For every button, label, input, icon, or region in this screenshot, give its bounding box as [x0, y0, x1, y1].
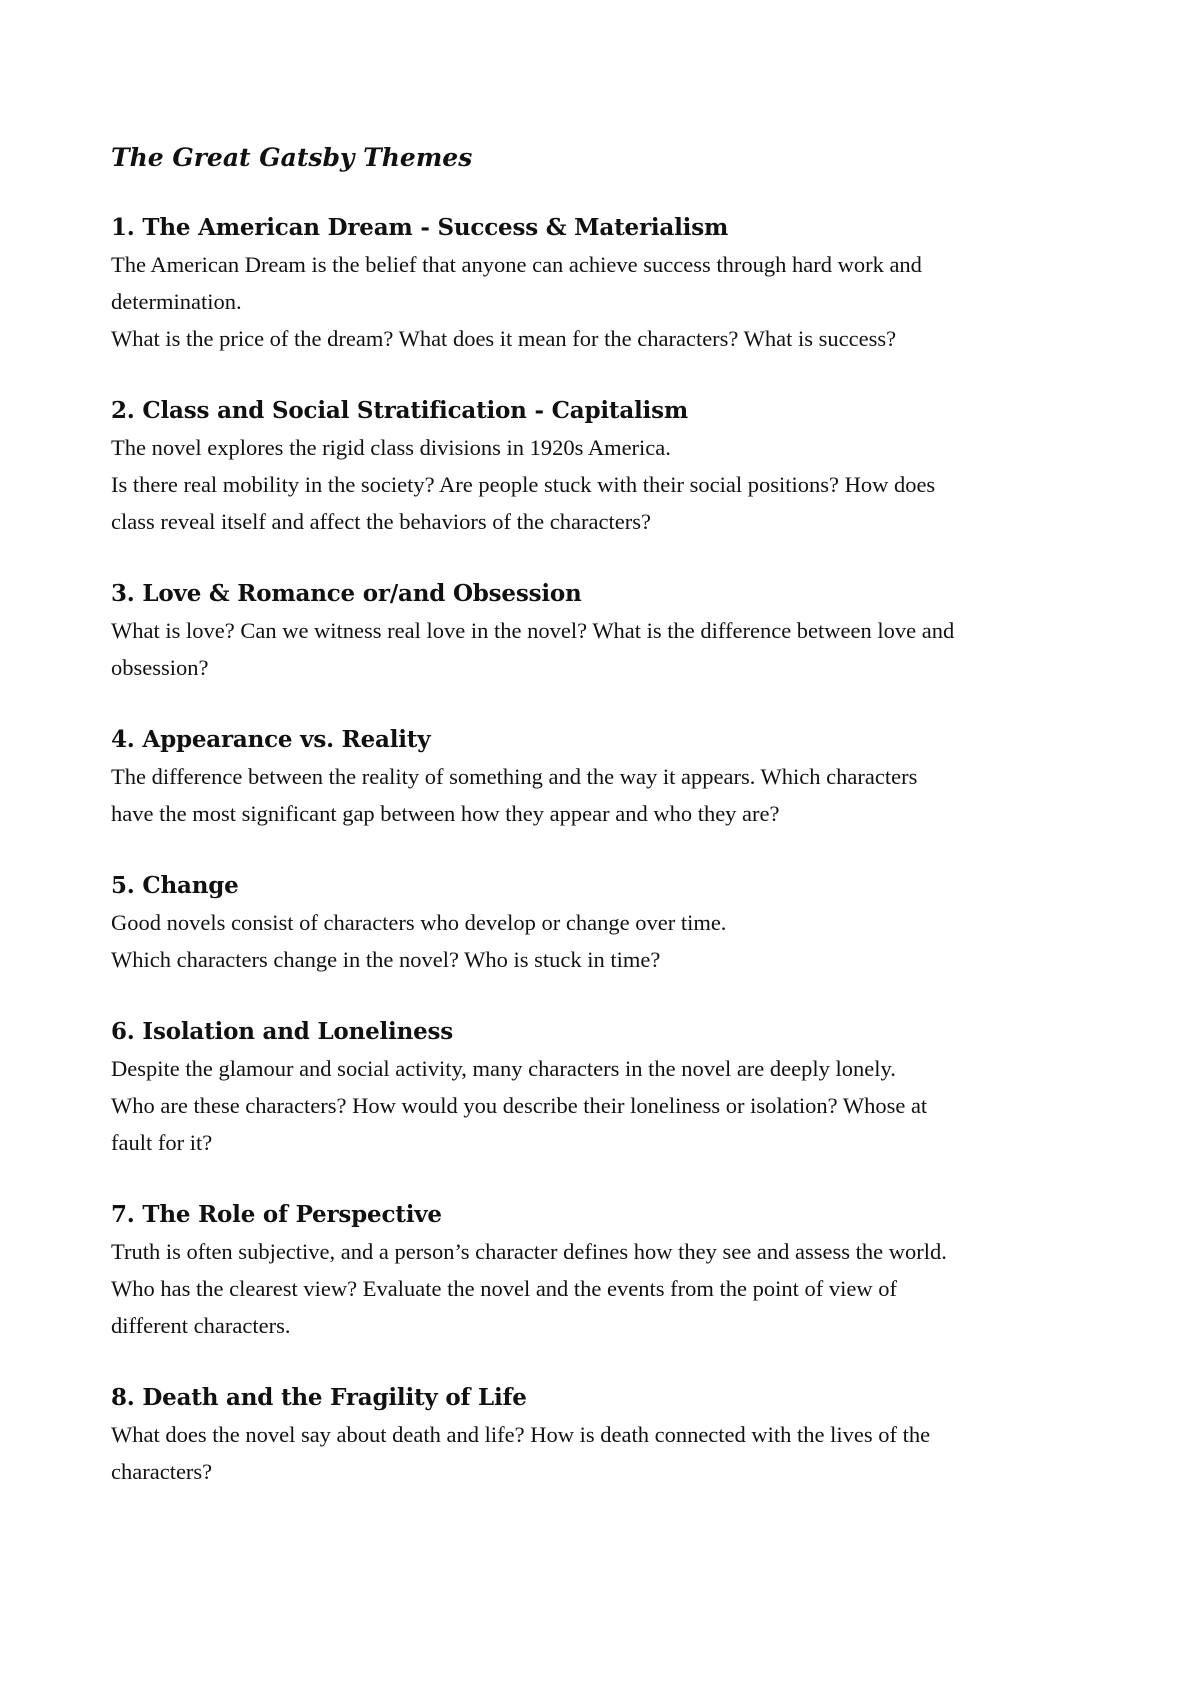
theme-heading: 7. The Role of Perspective: [111, 1201, 442, 1228]
theme-text-line: Good novels consist of characters who develop or change over time.: [111, 910, 727, 935]
theme-text-line: have the most significant gap between how they appear and who they are?: [111, 801, 780, 826]
document-page: [111, 140, 1111, 1526]
theme-text-line: What does the novel say about death and life? How is death connected with the lives of the: [111, 1422, 931, 1447]
theme-text-line: The American Dream is the belief that anyone can achieve success through hard work and: [111, 252, 922, 277]
theme-heading: 2. Class and Social Stratification - Capitalism: [111, 397, 688, 424]
theme-heading: 5. Change: [111, 872, 239, 899]
theme-heading: 4. Appearance vs. Reality: [111, 726, 431, 753]
theme-text-line: class reveal itself and affect the behaviors of the characters?: [111, 509, 651, 534]
theme-heading: 6. Isolation and Loneliness: [111, 1018, 454, 1045]
theme-text-line: obsession?: [111, 655, 209, 680]
theme-section: [111, 210, 1111, 357]
theme-text-line: Which characters change in the novel? Who is stuck in time?: [111, 947, 661, 972]
theme-text-line: Who has the clearest view? Evaluate the novel and the events from the point of view of: [111, 1276, 897, 1301]
theme-text-line: What is love? Can we witness real love in the novel? What is the difference between love and: [111, 618, 955, 643]
theme-text-line: determination.: [111, 289, 242, 314]
theme-text-line: What is the price of the dream? What does it mean for the characters? What is success?: [111, 326, 897, 351]
theme-heading: 1. The American Dream - Success & Materialism: [111, 214, 729, 241]
theme-text-line: Truth is often subjective, and a person’s character defines how they see and assess the world.: [111, 1239, 947, 1264]
theme-heading: 3. Love & Romance or/and Obsession: [111, 580, 582, 607]
theme-section: [111, 722, 1111, 832]
theme-section: [111, 393, 1111, 540]
theme-section: [111, 576, 1111, 686]
theme-section: [111, 1014, 1111, 1161]
theme-text-line: The difference between the reality of something and the way it appears. Which characters: [111, 764, 918, 789]
theme-text-line: Who are these characters? How would you describe their loneliness or isolation? Whose at: [111, 1093, 928, 1118]
theme-section: [111, 1197, 1111, 1344]
theme-text-line: characters?: [111, 1459, 213, 1484]
theme-text-line: The novel explores the rigid class divisions in 1920s America.: [111, 435, 671, 460]
theme-text-line: different characters.: [111, 1313, 291, 1338]
document-title: The Great Gatsby Themes: [111, 143, 473, 172]
theme-section: [111, 868, 1111, 978]
theme-text-line: Despite the glamour and social activity, many characters in the novel are deeply lonely.: [111, 1056, 896, 1081]
theme-heading: 8. Death and the Fragility of Life: [111, 1384, 527, 1411]
theme-text-line: Is there real mobility in the society? Are people stuck with their social positions? How does: [111, 472, 936, 497]
theme-text-line: fault for it?: [111, 1130, 213, 1155]
theme-section: [111, 1380, 1111, 1490]
